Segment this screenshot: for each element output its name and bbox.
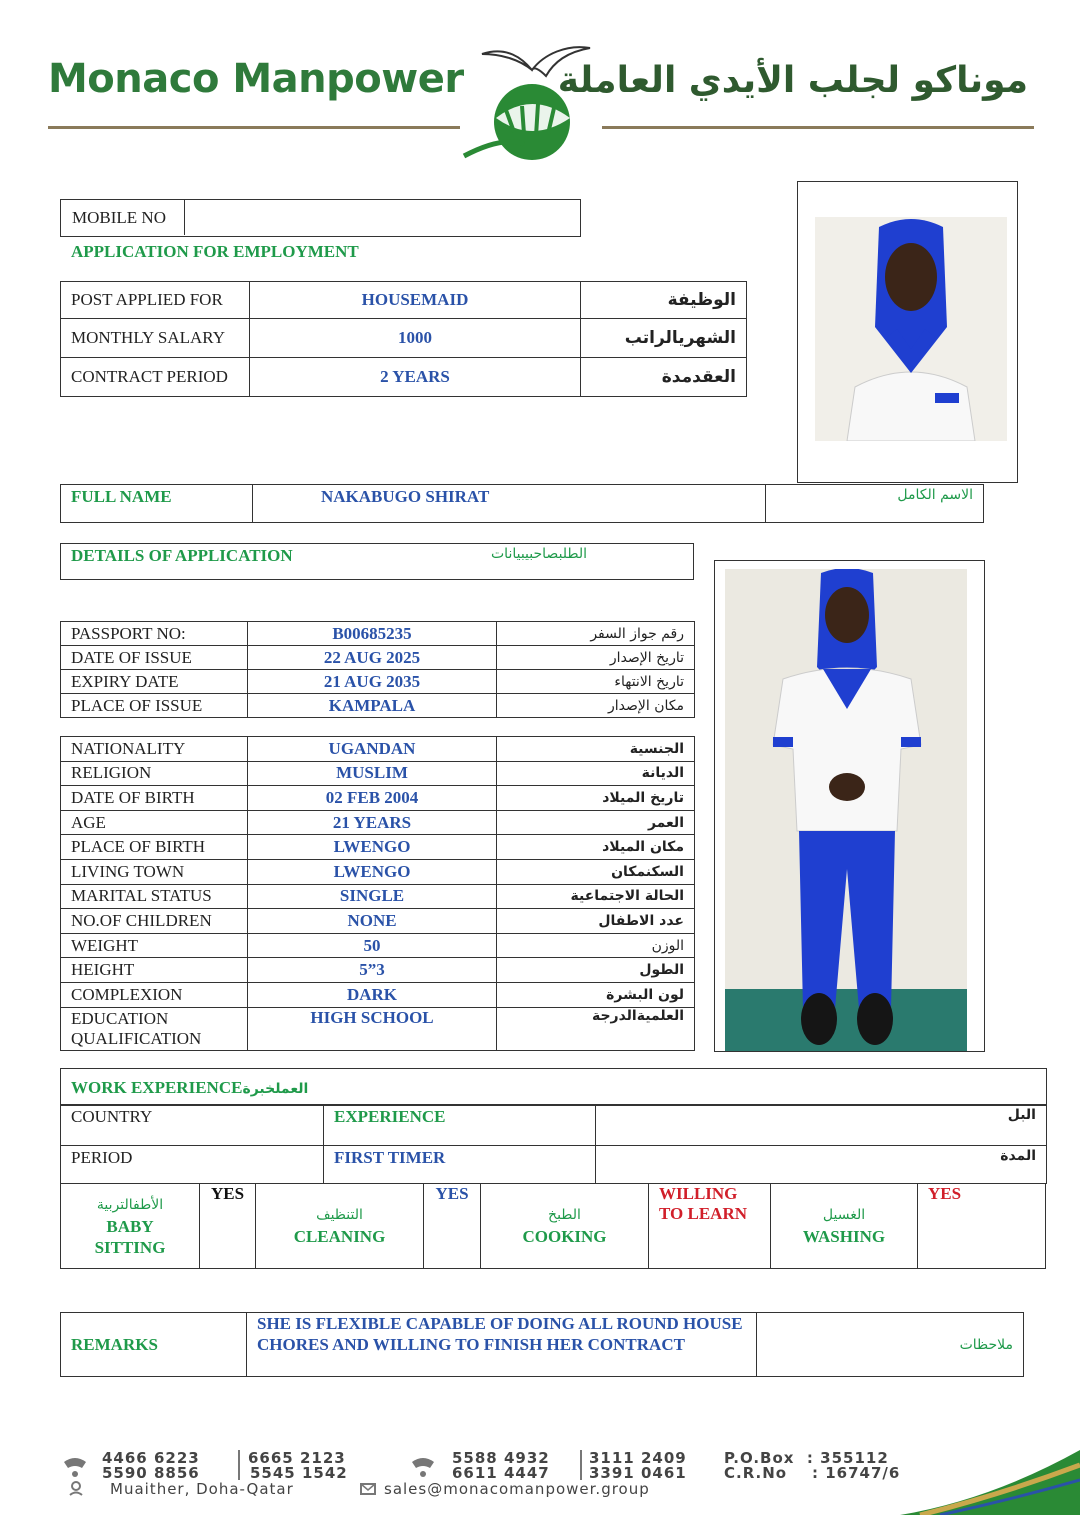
- period-ar: المدة: [596, 1146, 1047, 1184]
- personal-ar: الوزن: [497, 933, 695, 958]
- phone-number: 5545 1542: [250, 1464, 348, 1482]
- post-value: 1000: [250, 319, 581, 358]
- personal-value: LWENGO: [248, 859, 497, 884]
- header-line-left: [48, 126, 460, 129]
- post-label: CONTRACT PERIOD: [61, 358, 250, 397]
- work-title-box: [60, 1068, 1047, 1106]
- personal-value: HIGH SCHOOL: [248, 1007, 497, 1050]
- personal-label: LIVING TOWN: [61, 859, 248, 884]
- personal-value: DARK: [248, 982, 497, 1007]
- phone-icon: [60, 1452, 90, 1482]
- post-value: HOUSEMAID: [250, 282, 581, 319]
- skills-table: [60, 1183, 1046, 1269]
- work-title-ar: العملخبرة: [242, 1081, 309, 1097]
- personal-label: NO.OF CHILDREN: [61, 909, 248, 934]
- personal-value: LWENGO: [248, 835, 497, 860]
- personal-ar: العمر: [497, 810, 695, 835]
- country-ar: البل: [596, 1105, 1047, 1146]
- personal-value: SINGLE: [248, 884, 497, 909]
- personal-value: 5”3: [248, 958, 497, 983]
- header-line-right: [602, 126, 1034, 129]
- personal-value: 50: [248, 933, 497, 958]
- remarks-ar: ملاحظات: [757, 1313, 1024, 1377]
- personal-label: WEIGHT: [61, 933, 248, 958]
- portrait-photo-icon: [815, 217, 1007, 441]
- personal-ar: الطول: [497, 958, 695, 983]
- email-icon: [360, 1482, 376, 1494]
- personal-value: NONE: [248, 909, 497, 934]
- phone-number: 4466 6223: [102, 1449, 200, 1467]
- phone-number: 6611 4447: [452, 1464, 550, 1482]
- passport-label: PASSPORT NO:: [61, 622, 248, 646]
- full-body-photo-icon: [725, 569, 967, 1051]
- personal-ar: لون البشرة: [497, 982, 695, 1007]
- remarks-label: REMARKS: [61, 1313, 247, 1377]
- po-box: P.O.Box : 355112: [724, 1449, 889, 1467]
- personal-label: MARITAL STATUS: [61, 884, 248, 909]
- post-value: 2 YEARS: [250, 358, 581, 397]
- skill-ar: الأطفالتربية: [96, 1196, 164, 1213]
- passport-label: EXPIRY DATE: [61, 670, 248, 694]
- personal-value: UGANDAN: [248, 737, 497, 762]
- passport-table: [60, 621, 695, 718]
- skill-en2: SITTING: [94, 1237, 166, 1257]
- full-body-photo-frame: [714, 560, 985, 1052]
- post-ar: الشهريالراتب: [581, 319, 747, 358]
- personal-label: NATIONALITY: [61, 737, 248, 762]
- post-label: POST APPLIED FOR: [61, 282, 250, 319]
- personal-ar: الجنسية: [497, 737, 695, 762]
- personal-table: [60, 736, 695, 1051]
- post-ar: العقدمدة: [581, 358, 747, 397]
- personal-ar: مكان الميلاد: [497, 835, 695, 860]
- personal-ar: عدد الاطفال: [497, 909, 695, 934]
- personal-value: 02 FEB 2004: [248, 786, 497, 811]
- phone-number: 3111 2409: [589, 1449, 687, 1467]
- details-box: [60, 543, 694, 580]
- full-name-label: FULL NAME: [61, 485, 253, 523]
- phone-number: 3391 0461: [589, 1464, 687, 1482]
- country-label: COUNTRY: [61, 1105, 324, 1146]
- phone-icon: [408, 1452, 438, 1482]
- personal-label: PLACE OF BIRTH: [61, 835, 248, 860]
- company-name-ar: موناكو لجلب الأيدي العاملة: [557, 60, 1028, 101]
- passport-value: 21 AUG 2035: [248, 670, 497, 694]
- skill-en: CLEANING: [293, 1227, 386, 1246]
- phone-number: 6665 2123: [248, 1449, 346, 1467]
- skill-cell: [481, 1184, 649, 1269]
- personal-label: EDUCATION QUALIFICATION: [61, 1007, 248, 1050]
- post-row: [61, 282, 747, 319]
- personal-value: 21 YEARS: [248, 810, 497, 835]
- personal-ar: تاريخ الميلاد: [497, 786, 695, 811]
- skill-answer: YES: [200, 1184, 256, 1269]
- address: Muaither, Doha-Qatar: [110, 1480, 294, 1498]
- skill-cell: [256, 1184, 424, 1269]
- skill-ar: التنظيف: [316, 1207, 363, 1223]
- post-label: MONTHLY SALARY: [61, 319, 250, 358]
- passport-value: KAMPALA: [248, 694, 497, 718]
- mobile-label: MOBILE NO: [61, 200, 185, 235]
- country-value: EXPERIENCE: [324, 1105, 596, 1146]
- footer-divider: [580, 1450, 582, 1480]
- personal-ar: السكنمكان: [497, 859, 695, 884]
- period-label: PERIOD: [61, 1146, 324, 1184]
- personal-label: COMPLEXION: [61, 982, 248, 1007]
- personal-label: RELIGION: [61, 761, 248, 786]
- passport-ar: تاريخ الإصدار: [497, 646, 695, 670]
- skill-ar: الطبخ: [548, 1207, 581, 1223]
- skill-en: WASHING: [802, 1227, 886, 1246]
- footer-divider: [238, 1450, 240, 1480]
- full-name-table: [60, 484, 984, 523]
- personal-value: MUSLIM: [248, 761, 497, 786]
- work-title-en: WORK EXPERIENCE: [71, 1078, 243, 1097]
- skill-en: BABY: [106, 1216, 154, 1236]
- passport-ar: رقم جواز السفر: [497, 622, 695, 646]
- passport-ar: تاريخ الانتهاء: [497, 670, 695, 694]
- passport-value: 22 AUG 2025: [248, 646, 497, 670]
- personal-ar: الحالة الاجتماعية: [497, 884, 695, 909]
- skill-cell: [771, 1184, 918, 1269]
- skill-en: COOKING: [522, 1227, 607, 1246]
- work-table: [60, 1104, 1047, 1184]
- portrait-photo-frame: [797, 181, 1018, 483]
- phone-number: 5588 4932: [452, 1449, 550, 1467]
- post-row: [61, 358, 747, 397]
- full-name-value: NAKABUGO SHIRAT: [253, 485, 766, 523]
- post-table: [60, 281, 747, 397]
- personal-label: AGE: [61, 810, 248, 835]
- application-title: APPLICATION FOR EMPLOYMENT: [71, 242, 359, 261]
- passport-ar: مكان الإصدار: [497, 694, 695, 718]
- personal-ar: الديانة: [497, 761, 695, 786]
- work-title: [71, 1078, 308, 1098]
- cr-number: C.R.No : 16747/6: [724, 1464, 901, 1482]
- remarks-table: [60, 1312, 1024, 1377]
- passport-label: DATE OF ISSUE: [61, 646, 248, 670]
- skill-cell: [61, 1184, 200, 1269]
- personal-label: DATE OF BIRTH: [61, 786, 248, 811]
- footer-swoosh-icon: [900, 1440, 1080, 1515]
- skill-ar: الغسيل: [822, 1207, 866, 1223]
- remarks-text: SHE IS FLEXIBLE CAPABLE OF DOING ALL ROUND HOUSE CHORES AND WILLING TO FINISH HER CONTRACT: [247, 1313, 757, 1377]
- details-ar: الطلبصاحبيبيانات: [491, 546, 588, 562]
- personal-ar: العلميةالدرجة: [497, 1007, 695, 1050]
- full-name-ar: الاسم الكامل: [766, 485, 984, 523]
- phone-number: 5590 8856: [102, 1464, 200, 1482]
- passport-value: B00685235: [248, 622, 497, 646]
- passport-label: PLACE OF ISSUE: [61, 694, 248, 718]
- company-logo-icon: [462, 40, 600, 162]
- skill-answer: YES: [424, 1184, 481, 1269]
- skill-answer: WILLING TO LEARN: [649, 1184, 771, 1269]
- company-name-en: Monaco Manpower: [48, 56, 464, 102]
- email: sales@monacomanpower.group: [384, 1480, 650, 1498]
- period-value: FIRST TIMER: [324, 1146, 596, 1184]
- personal-label: HEIGHT: [61, 958, 248, 983]
- location-icon: [68, 1480, 84, 1496]
- post-ar: الوظيفة: [581, 282, 747, 319]
- skill-answer: YES: [918, 1184, 1046, 1269]
- post-row: [61, 319, 747, 358]
- mobile-box: [60, 199, 581, 237]
- details-label: DETAILS OF APPLICATION: [71, 546, 293, 565]
